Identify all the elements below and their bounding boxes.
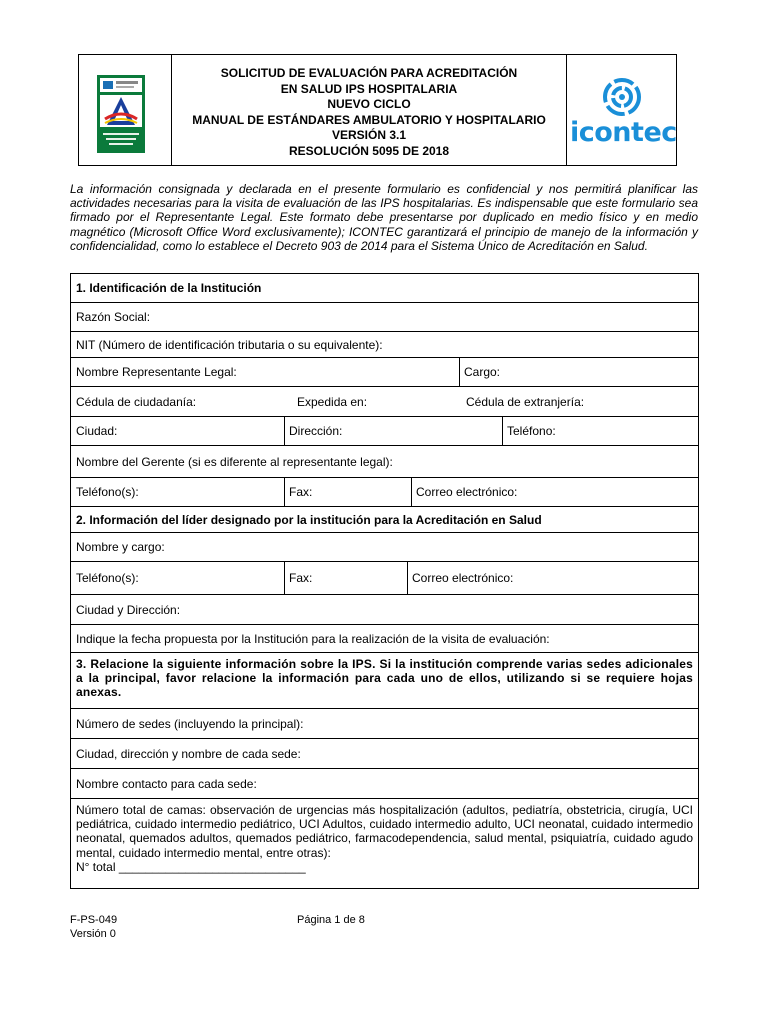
- telefonos-label: Teléfono(s):: [76, 485, 139, 499]
- field-label: Número de sedes (incluyendo la principal):: [76, 717, 304, 731]
- section-title: 1. Identificación de la Institución: [76, 281, 262, 295]
- field-label: Nombre del Gerente (si es diferente al representante legal):: [76, 455, 393, 469]
- title-line: SOLICITUD DE EVALUACIÓN PARA ACREDITACIÓN: [220, 66, 518, 80]
- razon-social-field[interactable]: [71, 303, 698, 332]
- section-1-header: [71, 274, 698, 303]
- fecha-visita-field[interactable]: [71, 625, 698, 653]
- icontec-symbol-icon: [602, 77, 642, 117]
- form-code-text: F-PS-049: [70, 914, 118, 926]
- field-label: Nombre y cargo:: [76, 540, 165, 554]
- section-title: 2. Información del líder designado por la institución para la Acreditación en Salud: [76, 513, 542, 527]
- field-label: Nombre contacto para cada sede:: [76, 777, 257, 791]
- ciudad-direccion-field[interactable]: [71, 595, 698, 625]
- divider: [284, 562, 285, 594]
- field-label: Ciudad y Dirección:: [76, 603, 181, 617]
- divider: [411, 478, 412, 506]
- title-line: RESOLUCIÓN 5095 DE 2018: [288, 143, 450, 158]
- ciudad-sede-field[interactable]: [71, 739, 698, 769]
- cargo-label: Cargo:: [464, 365, 501, 379]
- total-camas-label: N° total ____________________________: [76, 859, 306, 874]
- ciudad-label: Ciudad:: [76, 424, 118, 438]
- gerente-field[interactable]: [71, 446, 698, 478]
- cedula-row: [71, 387, 698, 417]
- divider: [459, 358, 460, 386]
- cedula-label: Cédula de ciudadanía:: [76, 395, 197, 409]
- icontec-logo-cell: [566, 55, 676, 165]
- section-2-header: [71, 507, 698, 533]
- intro-paragraph: La información consignada y declarada en el presente formulario es confidencial y nos permitirá planificar las actividades necesarias para la visita de evaluación de las IPS hospitalarias. Es indispensable que este formulario sea firmado por el Representante Legal. Este formato debe presentarse por duplicado en medio físico y en medio magnético (Microsoft Office Word exclusivamente); ICONTEC garantizará el principio de manejo de la información y confidencialidad, como lo establece el Decreto 903 de 2014 para el Sistema Único de Acreditación en Salud.: [70, 182, 698, 253]
- expedida-label: Expedida en:: [297, 395, 368, 409]
- contacto-sede-field[interactable]: [71, 769, 698, 799]
- divider: [284, 478, 285, 506]
- telefono-label: Teléfono:: [507, 424, 556, 438]
- camas-field[interactable]: [71, 799, 698, 888]
- camas-label: Número total de camas: observación de urgencias más hospitalización (adultos, pediatría, obstetricia, cirugía, UCI pediátrica, cuidado intermedio pediátrico, UCI Adultos, cuidado intermedio adulto, UCI neonatal, cuidado intermedio neonatal, quemados adultos, quemados pediátrico, farmacodependencia, salud mental, psiquiatría, cuidado agudo mental, cuidado intermedio mental, entre otras):: [76, 803, 693, 860]
- fax-label: Fax:: [289, 571, 313, 585]
- correo-label: Correo electrónico:: [412, 571, 514, 585]
- telefonos-label: Teléfono(s):: [76, 571, 139, 585]
- divider: [502, 417, 503, 445]
- nit-field[interactable]: [71, 332, 698, 358]
- page-number: Página 1 de 8: [297, 914, 365, 926]
- form-code: [70, 914, 117, 941]
- document-header: [78, 54, 677, 166]
- field-label: NIT (Número de identificación tributaria o su equivalente):: [76, 338, 383, 352]
- correo-label: Correo electrónico:: [416, 485, 518, 499]
- representante-label: Nombre Representante Legal:: [76, 365, 237, 379]
- section-title: 3. Relacione la siguiente información sobre la IPS. Si la institución comprende varias sedes adicionales a la principal, favor relacione la información para cada uno de ellos, utilizando si se requiere hojas anexas.: [76, 657, 693, 700]
- divider: [284, 417, 285, 445]
- section-3-header: [71, 653, 698, 709]
- icontec-wordmark: icontec: [570, 117, 677, 148]
- title-line: VERSIÓN 3.1: [331, 128, 407, 143]
- divider: [407, 562, 408, 594]
- lider-contacto-row: [71, 562, 698, 595]
- cedula-extranjeria-label: Cédula de extranjería:: [466, 395, 585, 409]
- representante-row: [71, 358, 698, 387]
- direccion-label: Dirección:: [289, 424, 343, 438]
- nombre-cargo-field[interactable]: [71, 533, 698, 562]
- field-label: Indique la fecha propuesta por la Institución para la realización de la visita de evaluación:: [76, 632, 550, 646]
- fax-label: Fax:: [289, 485, 313, 499]
- title-line: MANUAL DE ESTÁNDARES AMBULATORIO Y HOSPITALARIO: [192, 112, 546, 127]
- accreditation-logo: [97, 75, 145, 153]
- title-line: NUEVO CICLO: [327, 97, 411, 112]
- field-label: Ciudad, dirección y nombre de cada sede:: [76, 747, 301, 761]
- application-form: [70, 273, 699, 889]
- num-sedes-field[interactable]: [71, 709, 698, 739]
- field-label: Razón Social:: [76, 310, 151, 324]
- accreditation-logo-cell: [79, 55, 172, 165]
- ciudad-row: [71, 417, 698, 446]
- contacto-row: [71, 478, 698, 507]
- form-title: [171, 66, 567, 160]
- form-version-text: Versión 0: [70, 927, 116, 940]
- title-line: EN SALUD IPS HOSPITALARIA: [280, 81, 458, 96]
